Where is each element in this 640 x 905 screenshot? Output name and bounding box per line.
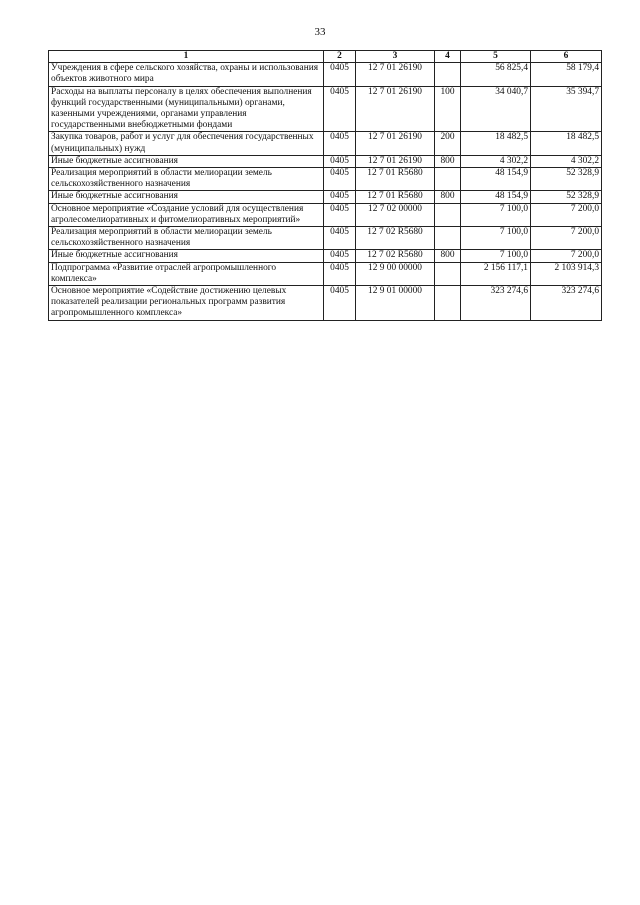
row-value-2: 4 302,2 xyxy=(531,155,602,167)
row-type xyxy=(435,286,461,321)
row-section: 0405 xyxy=(324,155,356,167)
table-row xyxy=(49,227,602,250)
row-value-2: 7 200,0 xyxy=(531,203,602,226)
row-section: 0405 xyxy=(324,250,356,262)
row-value-1: 56 825,4 xyxy=(461,63,531,86)
row-section: 0405 xyxy=(324,227,356,250)
row-name: Реализация мероприятий в области мелиорации земель сельскохозяйственного назначения xyxy=(49,168,324,191)
row-name: Иные бюджетные ассигнования xyxy=(49,250,324,262)
row-type: 200 xyxy=(435,132,461,155)
row-section: 0405 xyxy=(324,168,356,191)
header-cell: 1 xyxy=(49,51,324,63)
row-type: 800 xyxy=(435,250,461,262)
row-section: 0405 xyxy=(324,63,356,86)
header-cell: 5 xyxy=(461,51,531,63)
table-row xyxy=(49,191,602,203)
row-value-2: 52 328,9 xyxy=(531,168,602,191)
row-type: 100 xyxy=(435,86,461,132)
row-section: 0405 xyxy=(324,86,356,132)
row-value-1: 18 482,5 xyxy=(461,132,531,155)
table-header-row xyxy=(49,51,602,63)
row-value-1: 2 156 117,1 xyxy=(461,262,531,285)
row-code: 12 7 01 R5680 xyxy=(356,168,435,191)
header-cell: 6 xyxy=(531,51,602,63)
row-value-1: 4 302,2 xyxy=(461,155,531,167)
row-name: Реализация мероприятий в области мелиорации земель сельскохозяйственного назначения xyxy=(49,227,324,250)
row-name: Иные бюджетные ассигнования xyxy=(49,155,324,167)
row-code: 12 7 01 26190 xyxy=(356,86,435,132)
row-name: Закупка товаров, работ и услуг для обеспечения государственных (муниципальных) нужд xyxy=(49,132,324,155)
row-code: 12 7 01 26190 xyxy=(356,155,435,167)
table-row xyxy=(49,63,602,86)
table-row xyxy=(49,132,602,155)
table-row xyxy=(49,155,602,167)
row-value-2: 18 482,5 xyxy=(531,132,602,155)
row-code: 12 7 01 26190 xyxy=(356,132,435,155)
row-value-2: 7 200,0 xyxy=(531,227,602,250)
row-name: Расходы на выплаты персоналу в целях обеспечения выполнения функций государственными (муниципальными) органами, казенными учреждениями, органами управления государственными внебюджетными фондами xyxy=(49,86,324,132)
row-value-1: 323 274,6 xyxy=(461,286,531,321)
row-type xyxy=(435,262,461,285)
row-section: 0405 xyxy=(324,262,356,285)
row-name: Основное мероприятие «Создание условий для осуществления агролесомелиоративных и фитомелиоративных мероприятий» xyxy=(49,203,324,226)
row-value-2: 35 394,7 xyxy=(531,86,602,132)
row-value-2: 7 200,0 xyxy=(531,250,602,262)
row-type xyxy=(435,63,461,86)
page-number: 33 xyxy=(314,26,326,38)
row-value-2: 323 274,6 xyxy=(531,286,602,321)
row-value-1: 7 100,0 xyxy=(461,203,531,226)
row-type: 800 xyxy=(435,191,461,203)
row-code: 12 7 02 R5680 xyxy=(356,250,435,262)
row-type xyxy=(435,168,461,191)
row-name: Учреждения в сфере сельского хозяйства, охраны и использования объектов животного мира xyxy=(49,63,324,86)
row-name: Иные бюджетные ассигнования xyxy=(49,191,324,203)
row-code: 12 9 01 00000 xyxy=(356,286,435,321)
row-type xyxy=(435,227,461,250)
table-row xyxy=(49,286,602,321)
row-type: 800 xyxy=(435,155,461,167)
row-code: 12 7 01 26190 xyxy=(356,63,435,86)
row-code: 12 7 02 00000 xyxy=(356,203,435,226)
row-section: 0405 xyxy=(324,132,356,155)
budget-table xyxy=(48,50,602,321)
row-name: Подпрограмма «Развитие отраслей агропромышленного комплекса» xyxy=(49,262,324,285)
header-cell: 2 xyxy=(324,51,356,63)
row-code: 12 9 00 00000 xyxy=(356,262,435,285)
table-row xyxy=(49,86,602,132)
row-value-1: 7 100,0 xyxy=(461,250,531,262)
row-section: 0405 xyxy=(324,286,356,321)
table-row xyxy=(49,168,602,191)
row-section: 0405 xyxy=(324,191,356,203)
table-row xyxy=(49,262,602,285)
row-value-1: 7 100,0 xyxy=(461,227,531,250)
table-row xyxy=(49,250,602,262)
header-cell: 3 xyxy=(356,51,435,63)
table-row xyxy=(49,203,602,226)
row-value-1: 48 154,9 xyxy=(461,168,531,191)
row-value-1: 48 154,9 xyxy=(461,191,531,203)
row-value-2: 52 328,9 xyxy=(531,191,602,203)
row-code: 12 7 01 R5680 xyxy=(356,191,435,203)
row-type xyxy=(435,203,461,226)
row-code: 12 7 02 R5680 xyxy=(356,227,435,250)
row-name: Основное мероприятие «Содействие достижению целевых показателей реализации региональных программ развития агропромышленного комплекса» xyxy=(49,286,324,321)
row-value-1: 34 040,7 xyxy=(461,86,531,132)
row-value-2: 58 179,4 xyxy=(531,63,602,86)
row-section: 0405 xyxy=(324,203,356,226)
header-cell: 4 xyxy=(435,51,461,63)
row-value-2: 2 103 914,3 xyxy=(531,262,602,285)
